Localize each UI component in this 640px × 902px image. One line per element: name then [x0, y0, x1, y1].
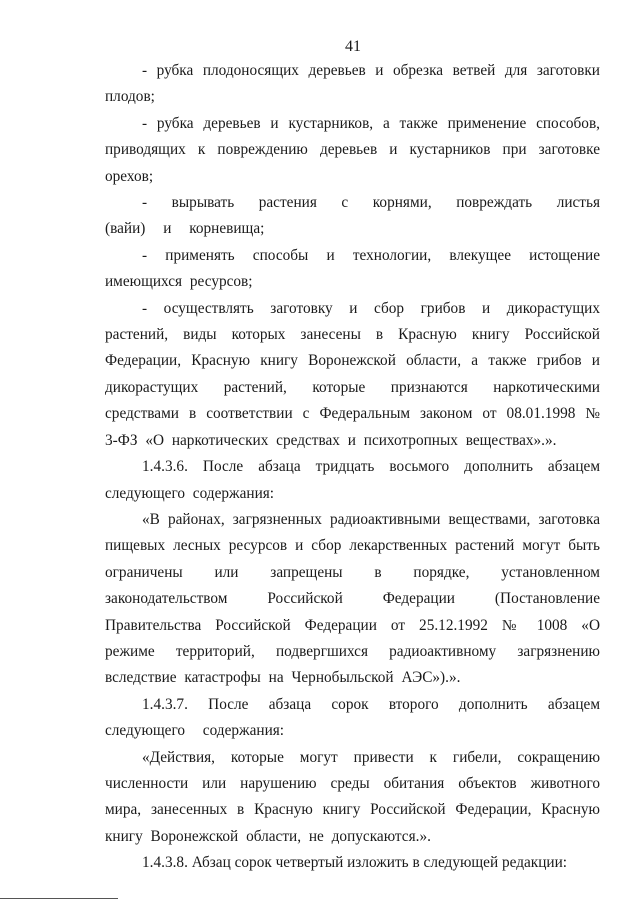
paragraph-5: - осуществлять заготовку и сбор грибов и дикорастущих растений, виды которых занесены в Красную книгу Российской Федерации, Красную книгу Воронежской области, а также грибов и дикорастущих растений, которые признаются наркотическими средствами в соответствии с Федеральным законом от 08.01.1998 № 3-ФЗ «О наркотических средствах и психотропных веществах».».	[105, 299, 600, 449]
paragraph-4: - применять способы и технологии, влекущее истощение имеющихся ресурсов;	[105, 246, 600, 291]
paragraph-2: - рубка деревьев и кустарников, а также применение способов, приводящих к повреждению деревьев и кустарников при заготовке орехов;	[105, 114, 600, 185]
paragraph-6: 1.4.3.6. После абзаца тридцать восьмого дополнить абзацем следующего содержания:	[105, 458, 600, 502]
page-number: 41	[345, 38, 361, 55]
paragraph-10: 1.4.3.8. Абзац сорок четвертый изложить в следующей редакции:	[142, 854, 568, 872]
paragraph-9: «Действия, которые могут привести к гибели, сокращению численности или нарушению среды обитания объектов животного мира, занесенных в Красную книгу Российской Федерации, Красную книгу Воронежской области, не допускаются.».	[105, 748, 600, 845]
paragraph-8: 1.4.3.7. После абзаца сорок второго дополнить абзацем следующего содержания:	[105, 695, 600, 740]
footer-rule	[0, 898, 118, 899]
paragraph-7: «В районах, загрязненных радиоактивными веществами, заготовка пищевых лесных ресурсов и сбор лекарственных растений могут быть ограничены или запрещены в порядке, установленном законодательством Российской Федерации (Постановление Правительства Российской Федерации от 25.12.1992 № 1008 «О режиме территорий, подвергшихся радиоактивному загрязнению вследствие катастрофы на Чернобыльской АЭС»).».	[105, 510, 600, 687]
document-body	[105, 58, 600, 877]
paragraph-1: - рубка плодоносящих деревьев и обрезка ветвей для заготовки плодов;	[105, 62, 600, 106]
paragraph-3: - вырывать растения с корнями, повреждать листья (вайи) и корневища;	[105, 194, 600, 238]
